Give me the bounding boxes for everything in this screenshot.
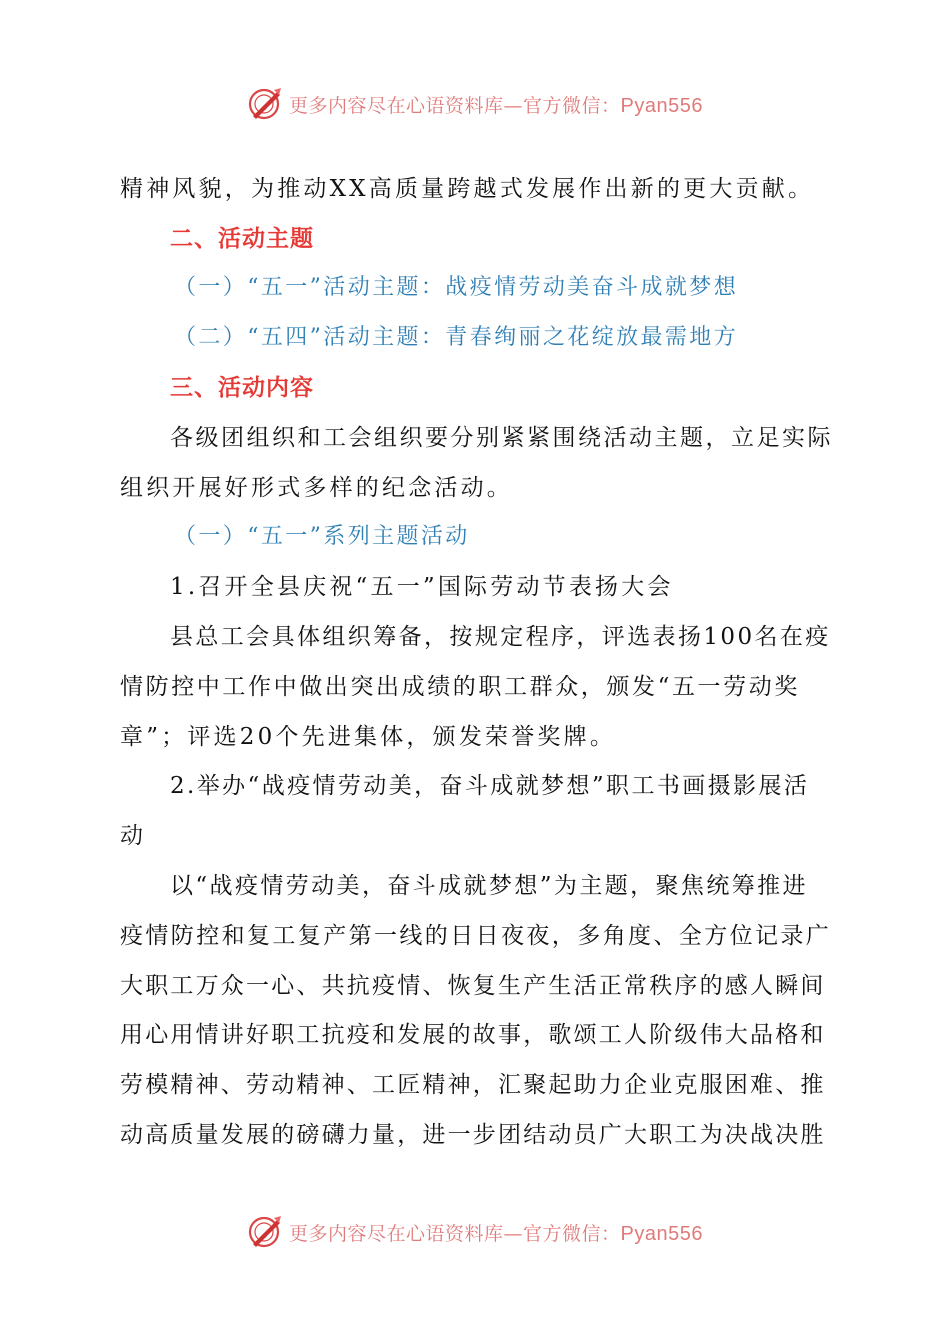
- numbered-item-1: 1.召开全县庆祝“五一”国际劳动节表扬大会: [170, 574, 674, 600]
- paragraph-line: 动: [120, 823, 147, 849]
- paragraph-line: 章”；评选20个先进集体，颁发荣誉奖牌。: [120, 724, 617, 750]
- paragraph-line: 用心用情讲好职工抗疫和发展的故事，歌颂工人阶级伟大品格和: [120, 1022, 826, 1048]
- paragraph-line: 精神风貌，为推动XX高质量跨越式发展作出新的更大贡献。: [120, 176, 815, 202]
- section-heading-2: 二、活动主题: [170, 226, 314, 252]
- paragraph-line: 大职工万众一心、共抗疫情、恢复生产生活正常秩序的感人瞬间: [120, 973, 826, 999]
- paragraph-line: 动高质量发展的磅礴力量，进一步团结动员广大职工为决战决胜: [120, 1122, 826, 1148]
- subheading-series-1: （一）“五一”系列主题活动: [174, 524, 470, 549]
- header-banner-text: 更多内容尽在心语资料库—官方微信：Pyan556: [289, 94, 703, 117]
- paragraph-line: 县总工会具体组织筹备，按规定程序，评选表扬100名在疫: [170, 624, 831, 650]
- header-banner: [0, 84, 950, 124]
- subheading-theme-1: （一）“五一”活动主题：战疫情劳动美奋斗成就梦想: [174, 275, 739, 300]
- section-heading-3: 三、活动内容: [170, 375, 314, 401]
- footer-banner: [0, 1212, 950, 1252]
- footer-banner-text: 更多内容尽在心语资料库—官方微信：Pyan556: [289, 1222, 703, 1245]
- subheading-theme-2: （二）“五四”活动主题：青春绚丽之花绽放最需地方: [174, 325, 739, 350]
- quill-logo-icon: [247, 1214, 283, 1250]
- paragraph-line: 以“战疫情劳动美，奋斗成就梦想”为主题，聚焦统筹推进: [170, 873, 808, 899]
- quill-logo-icon: [247, 86, 283, 122]
- paragraph-line: 劳模精神、劳动精神、工匠精神，汇聚起助力企业克服困难、推: [120, 1072, 826, 1098]
- paragraph-line: 疫情防控和复工复产第一线的日日夜夜，多角度、全方位记录广: [120, 923, 832, 949]
- paragraph-line: 情防控中工作中做出突出成绩的职工群众，颁发“五一劳动奖: [120, 674, 800, 700]
- numbered-item-2: 2.举办“战疫情劳动美，奋斗成就梦想”职工书画摄影展活: [170, 773, 810, 799]
- paragraph-line: 各级团组织和工会组织要分别紧紧围绕活动主题，立足实际: [170, 425, 833, 451]
- paragraph-line: 组织开展好形式多样的纪念活动。: [120, 475, 513, 501]
